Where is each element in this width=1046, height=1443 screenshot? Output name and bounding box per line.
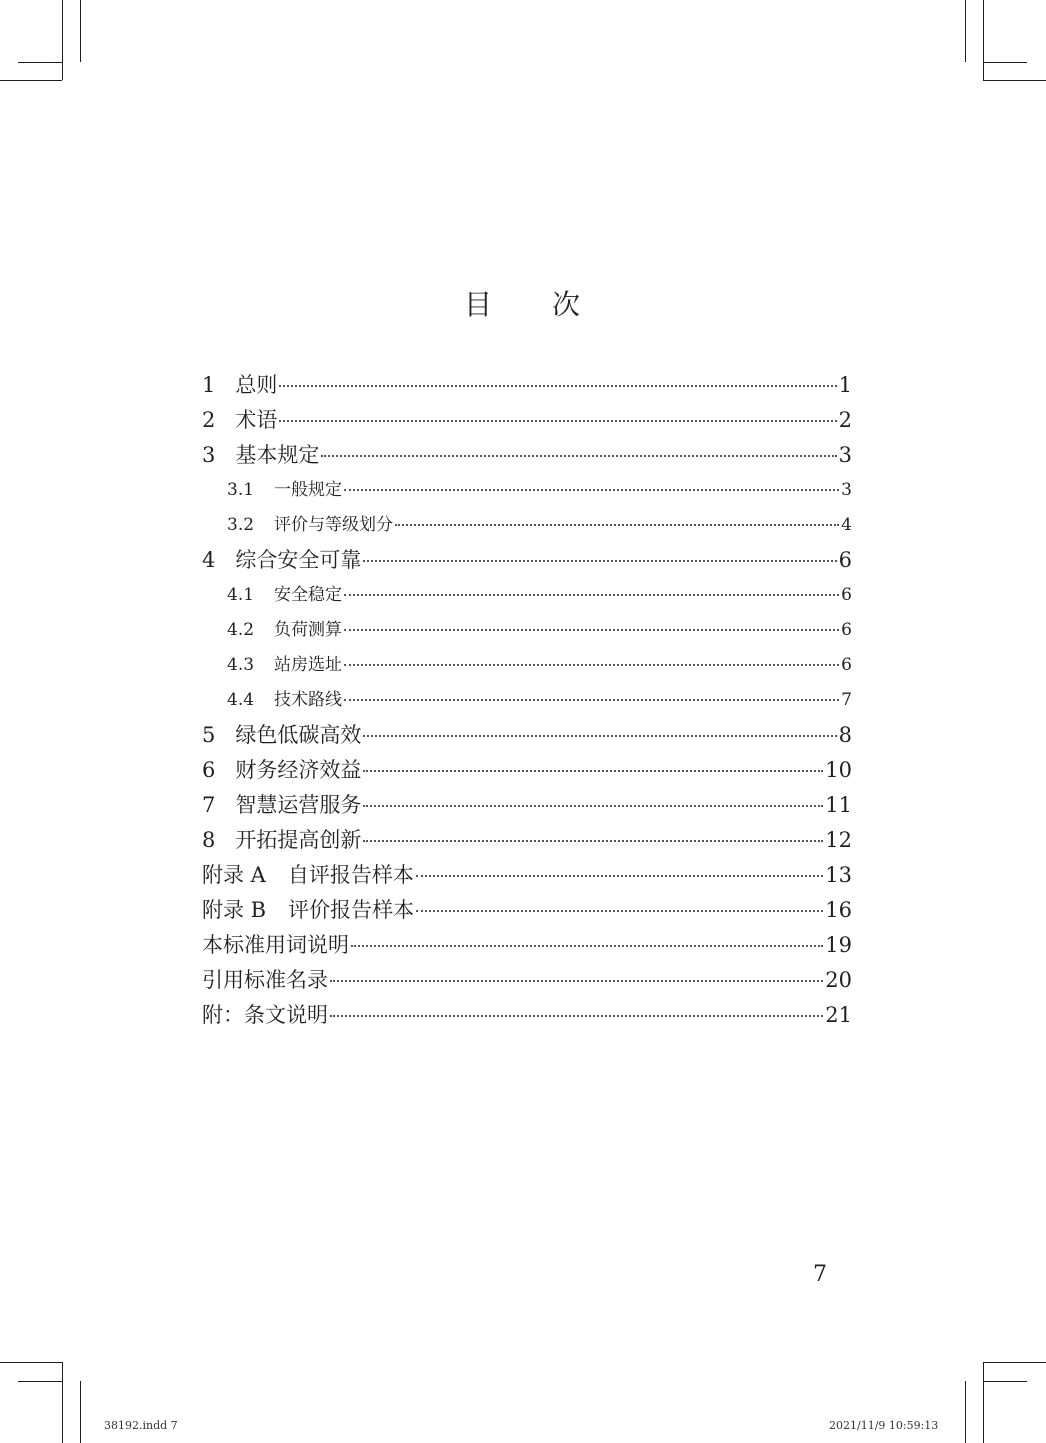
- toc-dot-leader: [279, 420, 836, 422]
- toc-entry[interactable]: [202, 998, 852, 1033]
- toc-entry-page: 3: [841, 480, 852, 500]
- toc-entry[interactable]: [202, 893, 852, 928]
- toc-entry[interactable]: [202, 683, 852, 718]
- toc-entry-page: 10: [825, 758, 852, 782]
- toc-entry-label: 一般规定: [274, 480, 343, 500]
- toc-dot-leader: [363, 560, 836, 562]
- toc-entry-number: 3: [202, 443, 216, 467]
- toc-entry-number: 4.3: [227, 655, 255, 675]
- toc-entry-number: 4.1: [227, 585, 255, 605]
- toc-dot-leader: [363, 840, 823, 842]
- toc-dot-leader: [330, 980, 823, 982]
- toc-entry-page: 4: [841, 515, 852, 535]
- toc-entry-page: 20: [825, 968, 852, 992]
- toc-entry-number: 附录 A: [202, 863, 266, 887]
- slug-timestamp: 2021/11/9 10:59:13: [829, 1419, 939, 1432]
- toc-dot-leader: [363, 770, 823, 772]
- toc-entry-label: 评价与等级划分: [274, 515, 394, 535]
- toc-entry[interactable]: [202, 438, 852, 473]
- toc-entry-number: 7: [202, 793, 216, 817]
- crop-mark-bottom-right-horizontal: [983, 1381, 1027, 1382]
- toc-entry[interactable]: [202, 788, 852, 823]
- crop-mark-bottom-right-vertical-inner: [983, 1362, 984, 1443]
- toc-entry[interactable]: [202, 368, 852, 403]
- toc-entry-page: 21: [825, 1003, 852, 1027]
- toc-dot-leader: [344, 664, 839, 666]
- toc-entry-page: 13: [825, 863, 852, 887]
- toc-entry-number: 8: [202, 828, 216, 852]
- toc-dot-leader: [363, 735, 836, 737]
- toc-entry-page: 6: [841, 620, 852, 640]
- toc-entry-number: 6: [202, 758, 216, 782]
- toc-list: [202, 368, 852, 1033]
- crop-mark-bottom-left-horizontal: [18, 1381, 62, 1382]
- toc-entry-number: 5: [202, 723, 216, 747]
- toc-entry-label: 安全稳定: [274, 585, 343, 605]
- toc-entry-label: 负荷测算: [274, 620, 343, 640]
- crop-mark-top-left-vertical: [80, 0, 81, 62]
- toc-entry[interactable]: [202, 928, 852, 963]
- toc-entry-label: 绿色低碳高效: [235, 723, 362, 747]
- toc-entry-page: 19: [825, 933, 852, 957]
- crop-mark-top-right-horizontal-outer: [983, 80, 1046, 81]
- toc-entry-page: 6: [841, 655, 852, 675]
- toc-entry-page: 8: [838, 723, 852, 747]
- toc-entry-page: 12: [825, 828, 852, 852]
- crop-mark-top-left-vertical-inner: [62, 0, 63, 80]
- toc-entry-label: 基本规定: [235, 443, 320, 467]
- toc-entry-label: 综合安全可靠: [235, 548, 362, 572]
- crop-mark-top-left-horizontal: [18, 62, 62, 63]
- toc-entry-label: 智慧运营服务: [235, 793, 362, 817]
- crop-mark-bottom-right-horizontal-outer: [983, 1362, 1046, 1363]
- toc-dot-leader: [395, 524, 839, 526]
- toc-entry-number: 1: [202, 373, 216, 397]
- toc-entry-page: 3: [838, 443, 852, 467]
- toc-dot-leader: [344, 594, 839, 596]
- toc-title: [0, 283, 1046, 323]
- toc-entry[interactable]: [202, 718, 852, 753]
- toc-entry[interactable]: [202, 473, 852, 508]
- toc-entry-label: 引用标准名录: [202, 968, 328, 992]
- toc-entry[interactable]: [202, 508, 852, 543]
- toc-title-right: 次: [552, 288, 583, 321]
- toc-title-left: 目: [463, 288, 494, 321]
- toc-entry[interactable]: [202, 753, 852, 788]
- toc-entry-page: 6: [838, 548, 852, 572]
- toc-entry-number: 4.2: [227, 620, 255, 640]
- crop-mark-bottom-right-vertical: [965, 1381, 966, 1443]
- toc-dot-leader: [279, 385, 836, 387]
- toc-dot-leader: [330, 1015, 823, 1017]
- toc-entry-page: 1: [838, 373, 852, 397]
- toc-entry-label: 本标准用词说明: [202, 933, 349, 957]
- toc-entry-page: 16: [825, 898, 852, 922]
- toc-dot-leader: [363, 805, 823, 807]
- toc-entry[interactable]: [202, 858, 852, 893]
- toc-entry[interactable]: [202, 578, 852, 613]
- toc-dot-leader: [344, 489, 839, 491]
- toc-dot-leader: [344, 699, 839, 701]
- toc-entry-number: 附录 B: [202, 898, 267, 922]
- toc-entry-label: 总则: [235, 373, 278, 397]
- toc-entry-label: 财务经济效益: [235, 758, 362, 782]
- toc-entry-number: 3.1: [227, 480, 255, 500]
- crop-mark-bottom-left-horizontal-outer: [0, 1362, 62, 1363]
- toc-dot-leader: [321, 455, 836, 457]
- crop-mark-top-right-vertical: [965, 0, 966, 62]
- toc-entry-page: 11: [825, 793, 852, 817]
- toc-entry[interactable]: [202, 403, 852, 438]
- toc-entry-label: 自评报告样本: [287, 863, 414, 887]
- toc-dot-leader: [344, 629, 839, 631]
- slug-file: 38192.indd 7: [104, 1419, 178, 1432]
- toc-entry-label: 附：条文说明: [202, 1003, 328, 1027]
- toc-entry-number: 3.2: [227, 515, 255, 535]
- toc-entry-page: 2: [838, 408, 852, 432]
- crop-mark-top-left-horizontal-outer: [0, 80, 62, 81]
- crop-mark-bottom-left-vertical-inner: [62, 1362, 63, 1443]
- toc-entry[interactable]: [202, 963, 852, 998]
- toc-entry[interactable]: [202, 543, 852, 578]
- toc-dot-leader: [416, 910, 823, 912]
- toc-entry-page: 7: [841, 690, 852, 710]
- toc-entry[interactable]: [202, 823, 852, 858]
- toc-dot-leader: [351, 945, 823, 947]
- toc-entry-label: 技术路线: [274, 690, 343, 710]
- crop-mark-top-right-vertical-inner: [983, 0, 984, 80]
- toc-entry-label: 开拓提高创新: [235, 828, 362, 852]
- toc-entry-label: 评价报告样本: [288, 898, 415, 922]
- toc-entry-label: 站房选址: [274, 655, 343, 675]
- page-number: 7: [813, 1262, 827, 1287]
- toc-entry-number: 4.4: [227, 690, 255, 710]
- toc-entry[interactable]: [202, 648, 852, 683]
- crop-mark-bottom-left-vertical: [80, 1381, 81, 1443]
- toc-dot-leader: [416, 875, 823, 877]
- toc-entry-number: 2: [202, 408, 216, 432]
- toc-entry-number: 4: [202, 548, 216, 572]
- crop-mark-top-right-horizontal: [983, 62, 1027, 63]
- toc-entry-label: 术语: [235, 408, 278, 432]
- toc-entry-page: 6: [841, 585, 852, 605]
- toc-entry[interactable]: [202, 613, 852, 648]
